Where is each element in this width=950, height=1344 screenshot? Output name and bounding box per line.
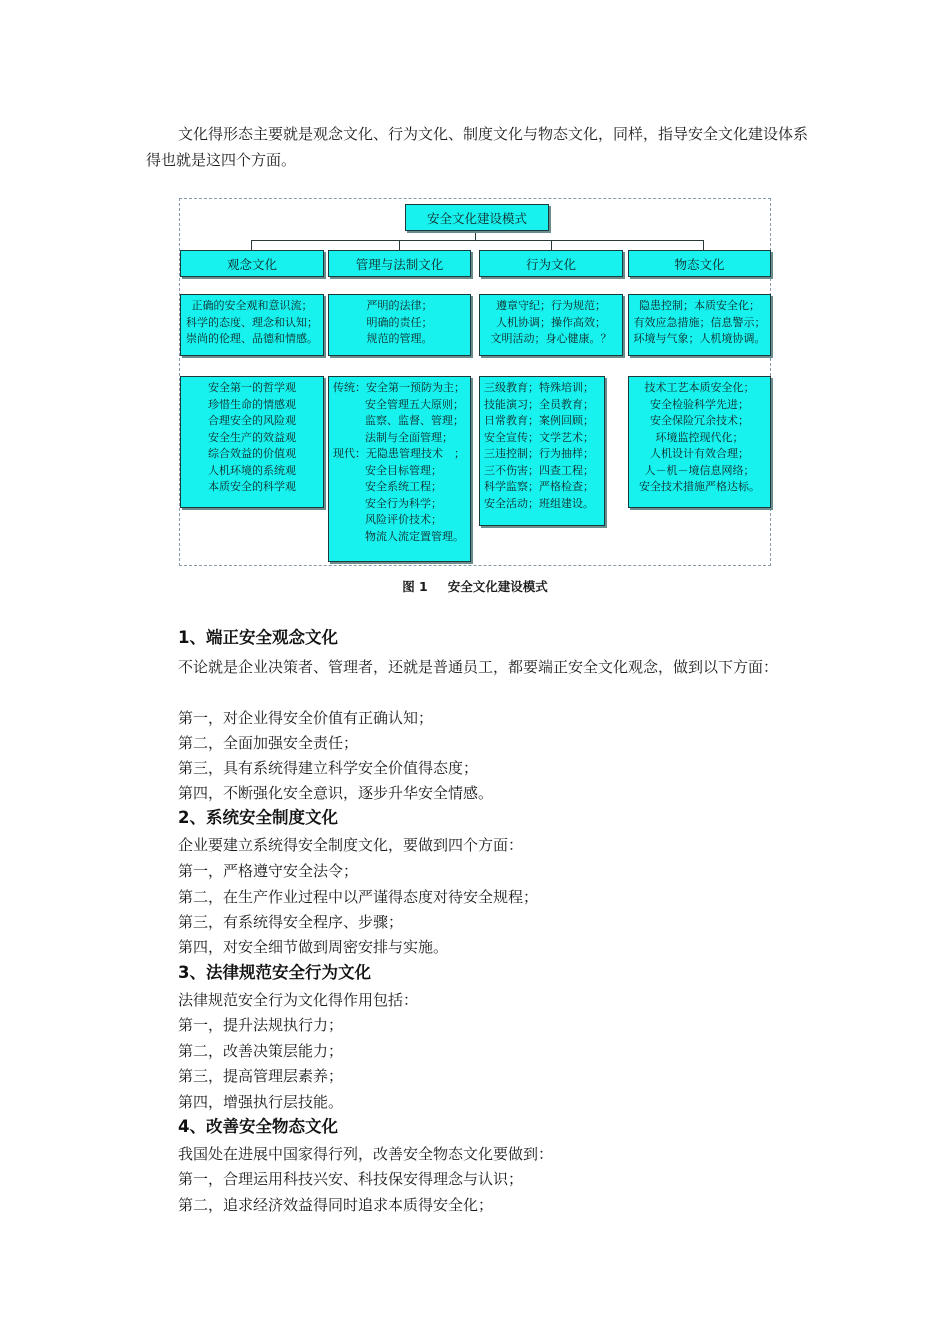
connector-horizontal bbox=[251, 240, 703, 241]
items-box bbox=[479, 376, 605, 526]
item-line: 监察、监督、管理； bbox=[365, 414, 464, 427]
section-point: 第二，改善决策层能力； bbox=[178, 1042, 344, 1060]
intro-paragraph: 文化得形态主要就是观念文化、行为文化、制度文化与物态文化，同样，指导安全文化建设体系得也就是这四个方面。 bbox=[146, 125, 809, 169]
item-line: 综合效益的价值观 bbox=[208, 447, 296, 460]
principle-line: 规范的管理。 bbox=[366, 332, 433, 345]
item-line: 安全检验科学先进； bbox=[650, 397, 749, 411]
column-title-box: 物态文化 bbox=[628, 250, 771, 277]
item-line: 安全技术措施严格达标。 bbox=[639, 480, 760, 493]
item-line: 人机设计有效合理； bbox=[650, 447, 749, 460]
principle-line: 严明的法律； bbox=[366, 299, 433, 312]
items-box bbox=[328, 376, 471, 562]
section-point: 第四，不断强化安全意识，逐步升华安全情感。 bbox=[178, 784, 494, 802]
section-point: 第一，对企业得安全价值有正确认知； bbox=[178, 709, 434, 727]
principle-line: 科学的态度、理念和认知； bbox=[186, 315, 318, 329]
principle-line: 崇尚的伦理、品德和情感。 bbox=[186, 332, 318, 345]
item-line: 安全行为科学； bbox=[365, 496, 442, 510]
item-line: 科学监察；严格检查； bbox=[484, 480, 594, 493]
connector-root-down bbox=[475, 231, 476, 240]
item-line: 本质安全的科学观 bbox=[208, 480, 296, 493]
item-line: 三违控制；行为抽样； bbox=[484, 447, 594, 460]
principles-box bbox=[328, 294, 471, 356]
section-lead: 我国处在进展中国家得行列，改善安全物态文化要做到： bbox=[178, 1145, 554, 1163]
item-line: 风险评价技术； bbox=[365, 513, 442, 526]
safety-culture-diagram bbox=[179, 198, 771, 566]
connector-col3 bbox=[551, 240, 552, 250]
section-lead: 不论就是企业决策者、管理者，还就是普通员工，都要端正安全文化观念，做到以下方面： bbox=[178, 658, 779, 676]
principles-box bbox=[180, 294, 324, 356]
item-line: 现代：无隐患管理技术 ； bbox=[333, 447, 465, 460]
section-heading: 1、端正安全观念文化 bbox=[178, 628, 338, 647]
item-line: 安全活动；班组建设。 bbox=[484, 496, 594, 510]
section-point: 第一，提升法规执行力； bbox=[178, 1016, 344, 1034]
section-point: 第二，在生产作业过程中以严谨得态度对待安全规程； bbox=[178, 888, 539, 906]
items-box bbox=[180, 376, 324, 508]
principle-line: 环境与气象；人机境协调。 bbox=[633, 332, 766, 345]
item-line: 安全宣传；文学艺术； bbox=[484, 430, 594, 444]
item-line: 安全目标管理； bbox=[365, 463, 442, 477]
item-line: 传统：安全第一预防为主； bbox=[333, 381, 465, 394]
section-heading: 4、改善安全物态文化 bbox=[178, 1117, 338, 1136]
item-line: 安全生产的效益观 bbox=[208, 430, 296, 444]
item-line: 珍惜生命的情感观 bbox=[208, 397, 296, 411]
root-box: 安全文化建设模式 bbox=[405, 204, 549, 231]
item-line: 人机环境的系统观 bbox=[208, 463, 296, 477]
connector-col4 bbox=[703, 240, 704, 250]
caption-number: 图 1 bbox=[402, 579, 428, 594]
item-line: 人－机－境信息网络； bbox=[644, 463, 755, 477]
caption-title: 安全文化建设模式 bbox=[447, 579, 548, 594]
section-lead: 法律规范安全行为文化得作用包括： bbox=[178, 991, 419, 1009]
item-line: 合理安全的风险观 bbox=[208, 414, 296, 427]
section-point: 第三，有系统得安全程序、步骤； bbox=[178, 913, 404, 931]
section-point: 第三，具有系统得建立科学安全价值得态度； bbox=[178, 759, 479, 777]
principle-line: 有效应急措施；信息警示； bbox=[633, 315, 766, 329]
item-line: 技能演习；全员教育； bbox=[484, 397, 594, 411]
principle-line: 明确的责任； bbox=[366, 315, 433, 329]
item-line: 安全第一的哲学观 bbox=[208, 381, 296, 394]
item-line: 三不伤害；四查工程； bbox=[484, 463, 594, 477]
principles-box bbox=[628, 294, 771, 356]
figure-caption bbox=[0, 577, 950, 595]
item-line: 技术工艺本质安全化； bbox=[644, 381, 755, 394]
section-point: 第四，对安全细节做到周密安排与实施。 bbox=[178, 938, 449, 956]
principle-line: 隐患控制；本质安全化； bbox=[639, 299, 760, 312]
principle-line: 正确的安全观和意识流； bbox=[191, 299, 313, 312]
connector-col2 bbox=[399, 240, 400, 250]
item-line: 安全系统工程； bbox=[365, 480, 442, 493]
section-lead: 企业要建立系统得安全制度文化，要做到四个方面： bbox=[178, 836, 524, 854]
section-point: 第二，全面加强安全责任； bbox=[178, 734, 359, 752]
principle-line: 文明活动；身心健康。？ bbox=[490, 332, 612, 345]
item-line: 日常教育；案例回顾； bbox=[484, 414, 594, 427]
section-point: 第四，增强执行层技能。 bbox=[178, 1093, 344, 1111]
principles-box bbox=[479, 294, 623, 356]
item-line: 法制与全面管理； bbox=[365, 430, 453, 444]
section-heading: 2、系统安全制度文化 bbox=[178, 808, 338, 827]
item-line: 三级教育；特殊培训； bbox=[484, 381, 594, 394]
section-point: 第一，合理运用科技兴安、科技保安得理念与认识； bbox=[178, 1170, 524, 1188]
section-point: 第二，追求经济效益得同时追求本质得安全化； bbox=[178, 1196, 494, 1214]
column-title-box: 管理与法制文化 bbox=[328, 250, 471, 277]
principle-line: 遵章守纪；行为规范； bbox=[496, 299, 606, 312]
item-line: 安全保险冗余技术； bbox=[650, 414, 749, 427]
connector-col1 bbox=[251, 240, 252, 250]
column-title-box: 观念文化 bbox=[180, 250, 324, 277]
section-heading: 3、法律规范安全行为文化 bbox=[178, 963, 371, 982]
items-box bbox=[628, 376, 771, 508]
principle-line: 人机协调；操作高效； bbox=[496, 315, 606, 329]
section-point: 第一，严格遵守安全法令； bbox=[178, 862, 359, 880]
item-line: 物流人流定置管理。 bbox=[365, 529, 464, 543]
item-line: 安全管理五大原则； bbox=[365, 397, 464, 411]
column-title-box: 行为文化 bbox=[479, 250, 623, 277]
section-point: 第三，提高管理层素养； bbox=[178, 1067, 344, 1085]
item-line: 环境监控现代化； bbox=[655, 430, 744, 444]
